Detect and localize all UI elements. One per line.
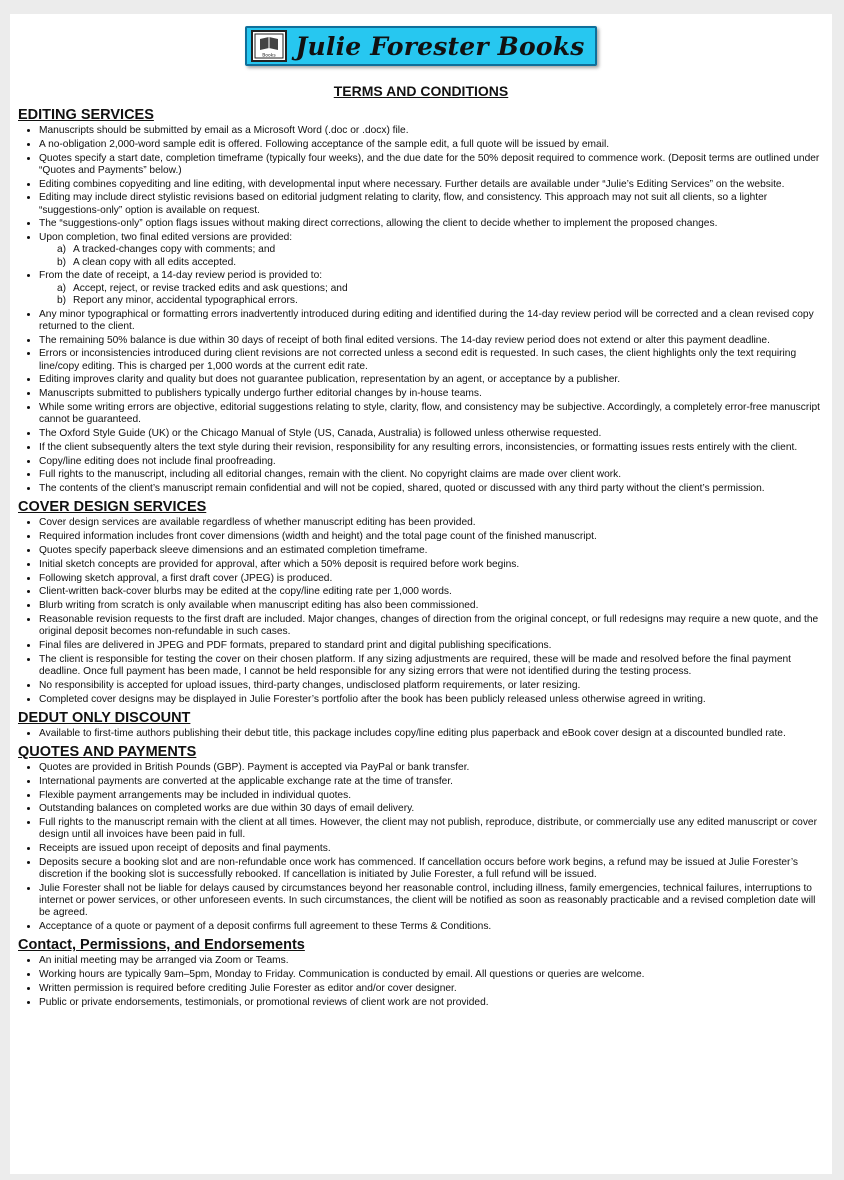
list-item: • Written permission is required before crediting Julie Forester as editor and/or cover designer.: [39, 983, 824, 995]
brand-logo: [245, 26, 596, 66]
list-item: • Reasonable revision requests to the first draft are included. Major changes, changes of direction from the original concept, or full redesigns may require a new quote, and the original deposit becomes non-refundable in such cases.: [39, 614, 824, 638]
page-title: TERMS AND CONDITIONS: [333, 83, 509, 99]
sub-list-item: b) A clean copy with all edits accepted.: [57, 256, 237, 268]
list-item: • Editing improves clarity and quality but does not guarantee publication, representation by an agent, or acceptance by a publisher.: [39, 374, 824, 386]
list-item: • Manuscripts submitted to publishers typically undergo further editorial changes by in-house teams.: [39, 388, 824, 400]
list-item: • Final files are delivered in JPEG and PDF formats, prepared to standard print and digital publishing specifications.: [39, 640, 824, 652]
list-item: • Quotes specify a start date, completion timeframe (typically four weeks), and the due date for the 50% deposit required to commence work. (Deposit terms are outlined under “Quotes and Payments” below.): [39, 153, 824, 177]
list-item: • Full rights to the manuscript remain with the client at all times. However, the client may not publish, reproduce, distribute, or commercially use any edited manuscript or cover design until all invoices have been paid in full.: [39, 817, 824, 841]
book-logo-icon: [251, 30, 287, 62]
section-heading-quotes: QUOTES AND PAYMENTS: [18, 743, 197, 760]
list-item-with-sublist: [39, 232, 824, 269]
list-item: • No responsibility is accepted for upload issues, third-party changes, undisclosed platform requirements, or later resizing.: [39, 680, 824, 692]
list-item: • Editing combines copyediting and line editing, with developmental input where necessary. Further details are available under “Julie’s Editing Services” on the website.: [39, 179, 824, 191]
list-item: • Julie Forester shall not be liable for delays caused by circumstances beyond her reasonable control, including illness, family emergencies, technical failures, interruptions to internet or power services, or other unforeseen events. In such circumstances, the client will be notified as soon as reasonably practicable and a revised completion date will be agreed.: [39, 883, 824, 920]
list-item: • The Oxford Style Guide (UK) or the Chicago Manual of Style (US, Canada, Australia) is followed unless otherwise requested.: [39, 428, 824, 440]
editing-list: [18, 125, 824, 495]
list-item: • Quotes are provided in British Pounds (GBP). Payment is accepted via PayPal or bank transfer.: [39, 762, 824, 774]
list-item: • Required information includes front cover dimensions (width and height) and the total page count of the finished manuscript.: [39, 531, 824, 543]
contact-list: [18, 955, 824, 1009]
list-item-text: Upon completion, two final edited versions are provided:: [39, 232, 293, 244]
list-item: • The contents of the client’s manuscript remain confidential and will not be copied, shared, quoted or discussed with any third party without the client’s permission.: [39, 483, 824, 495]
section-heading-contact: Contact, Permissions, and Endorsements: [18, 937, 305, 954]
list-item: • Completed cover designs may be displayed in Julie Forester’s portfolio after the book has been publicly released unless otherwise agreed in writing.: [39, 694, 824, 706]
list-item: • Errors or inconsistencies introduced during client revisions are not corrected unless a second edit is requested. In such cases, the client highlights only the text requiring line/copy editing. This is charged per 1,000 words at the current edit rate.: [39, 348, 824, 372]
list-item: • Acceptance of a quote or payment of a deposit confirms full agreement to these Terms & Conditions.: [39, 921, 824, 933]
sub-list-item: b) Report any minor, accidental typographical errors.: [57, 294, 298, 306]
list-item: • Outstanding balances on completed works are due within 30 days of email delivery.: [39, 803, 824, 815]
list-item: • Flexible payment arrangements may be included in individual quotes.: [39, 790, 824, 802]
quotes-list: [18, 762, 824, 933]
list-item: • Initial sketch concepts are provided for approval, after which a 50% deposit is required before work begins.: [39, 559, 824, 571]
list-item: • Working hours are typically 9am–5pm, Monday to Friday. Communication is conducted by email. All questions or queries are welcome.: [39, 969, 824, 981]
list-item: • Following sketch approval, a first draft cover (JPEG) is produced.: [39, 573, 824, 585]
list-item-with-sublist: [39, 270, 824, 307]
list-item: • Receipts are issued upon receipt of deposits and final payments.: [39, 843, 824, 855]
brand-name: Julie Forester Books: [295, 31, 585, 61]
svg-text:Books: Books: [262, 53, 277, 59]
cover-list: [18, 517, 824, 705]
list-item: • Cover design services are available regardless of whether manuscript editing has been provided.: [39, 517, 824, 529]
list-item-text: From the date of receipt, a 14-day review period is provided to:: [39, 270, 323, 282]
list-item: • Copy/line editing does not include final proofreading.: [39, 456, 824, 468]
list-item: • Blurb writing from scratch is only available when manuscript editing has also been commissioned.: [39, 600, 824, 612]
list-item: • Deposits secure a booking slot and are non-refundable once work has commenced. If cancellation occurs before work begins, a refund may be issued at Julie Forester’s discretion if the booking slot is successfully rebooked. If cancellation is initiated by Julie Forester, a full refund will be issued.: [39, 857, 824, 881]
sub-list: [39, 283, 824, 307]
list-item: • While some writing errors are objective, editorial suggestions relating to style, clarity, flow, and consistency may be subjective. Accordingly, a completely error-free manuscript cannot be guaranteed.: [39, 402, 824, 426]
list-item: • Quotes specify paperback sleeve dimensions and an estimated completion timeframe.: [39, 545, 824, 557]
list-item: • Any minor typographical or formatting errors inadvertently introduced during editing and identified during the 14-day review period will be corrected and a clean revised copy returned to the client.: [39, 309, 824, 333]
list-item: • An initial meeting may be arranged via Zoom or Teams.: [39, 955, 824, 967]
list-item: • The remaining 50% balance is due within 30 days of receipt of both final edited versions. The 14-day review period does not extend or alter this payment deadline.: [39, 335, 824, 347]
section-heading-editing: EDITING SERVICES: [18, 107, 154, 123]
list-item: • International payments are converted at the applicable exchange rate at the time of transfer.: [39, 776, 824, 788]
sub-list-item: a) A tracked-changes copy with comments; and: [57, 244, 276, 256]
list-item: • Full rights to the manuscript, including all editorial changes, remain with the client. No copyright claims are made over client work.: [39, 469, 824, 481]
section-heading-cover: COVER DESIGN SERVICES: [18, 499, 207, 516]
list-item: • Available to first-time authors publishing their debut title, this package includes copy/line editing plus paperback and eBook cover design at a discounted bundled rate.: [39, 728, 824, 740]
sub-list: [39, 244, 824, 268]
list-item: • Manuscripts should be submitted by email as a Microsoft Word (.doc or .docx) file.: [39, 125, 824, 137]
list-item: • Client-written back-cover blurbs may be edited at the copy/line editing rate per 1,000 words.: [39, 586, 824, 598]
brand-header: [18, 26, 824, 74]
list-item: • The “suggestions-only” option flags issues without making direct corrections, allowing the client to decide whether to implement the proposed changes.: [39, 218, 824, 230]
list-item: • Editing may include direct stylistic revisions based on editorial judgment relating to clarity, flow, and consistency. This approach may not suit all clients, so a lighter “suggestions-only” option is available on request.: [39, 192, 824, 216]
list-item: • The client is responsible for testing the cover on their chosen platform. If any sizing adjustments are required, these will be made and resolved before the final payment deadline. Once full payment has been made, I cannot be held responsible for any sizing errors that were not identified during the testing process.: [39, 654, 824, 678]
document-page: [10, 14, 832, 1174]
sub-list-item: a) Accept, reject, or revise tracked edits and ask questions; and: [57, 282, 348, 294]
list-item: • Public or private endorsements, testimonials, or promotional reviews of client work are not provided.: [39, 997, 824, 1009]
list-item: • A no-obligation 2,000-word sample edit is offered. Following acceptance of the sample edit, a full quote will be issued by email.: [39, 139, 824, 151]
section-heading-debut: DEDUT ONLY DISCOUNT: [18, 709, 191, 726]
debut-list: [18, 728, 824, 740]
list-item: • If the client subsequently alters the text style during their revision, responsibility for any resulting errors, inconsistencies, or formatting issues rests entirely with the client.: [39, 442, 824, 454]
